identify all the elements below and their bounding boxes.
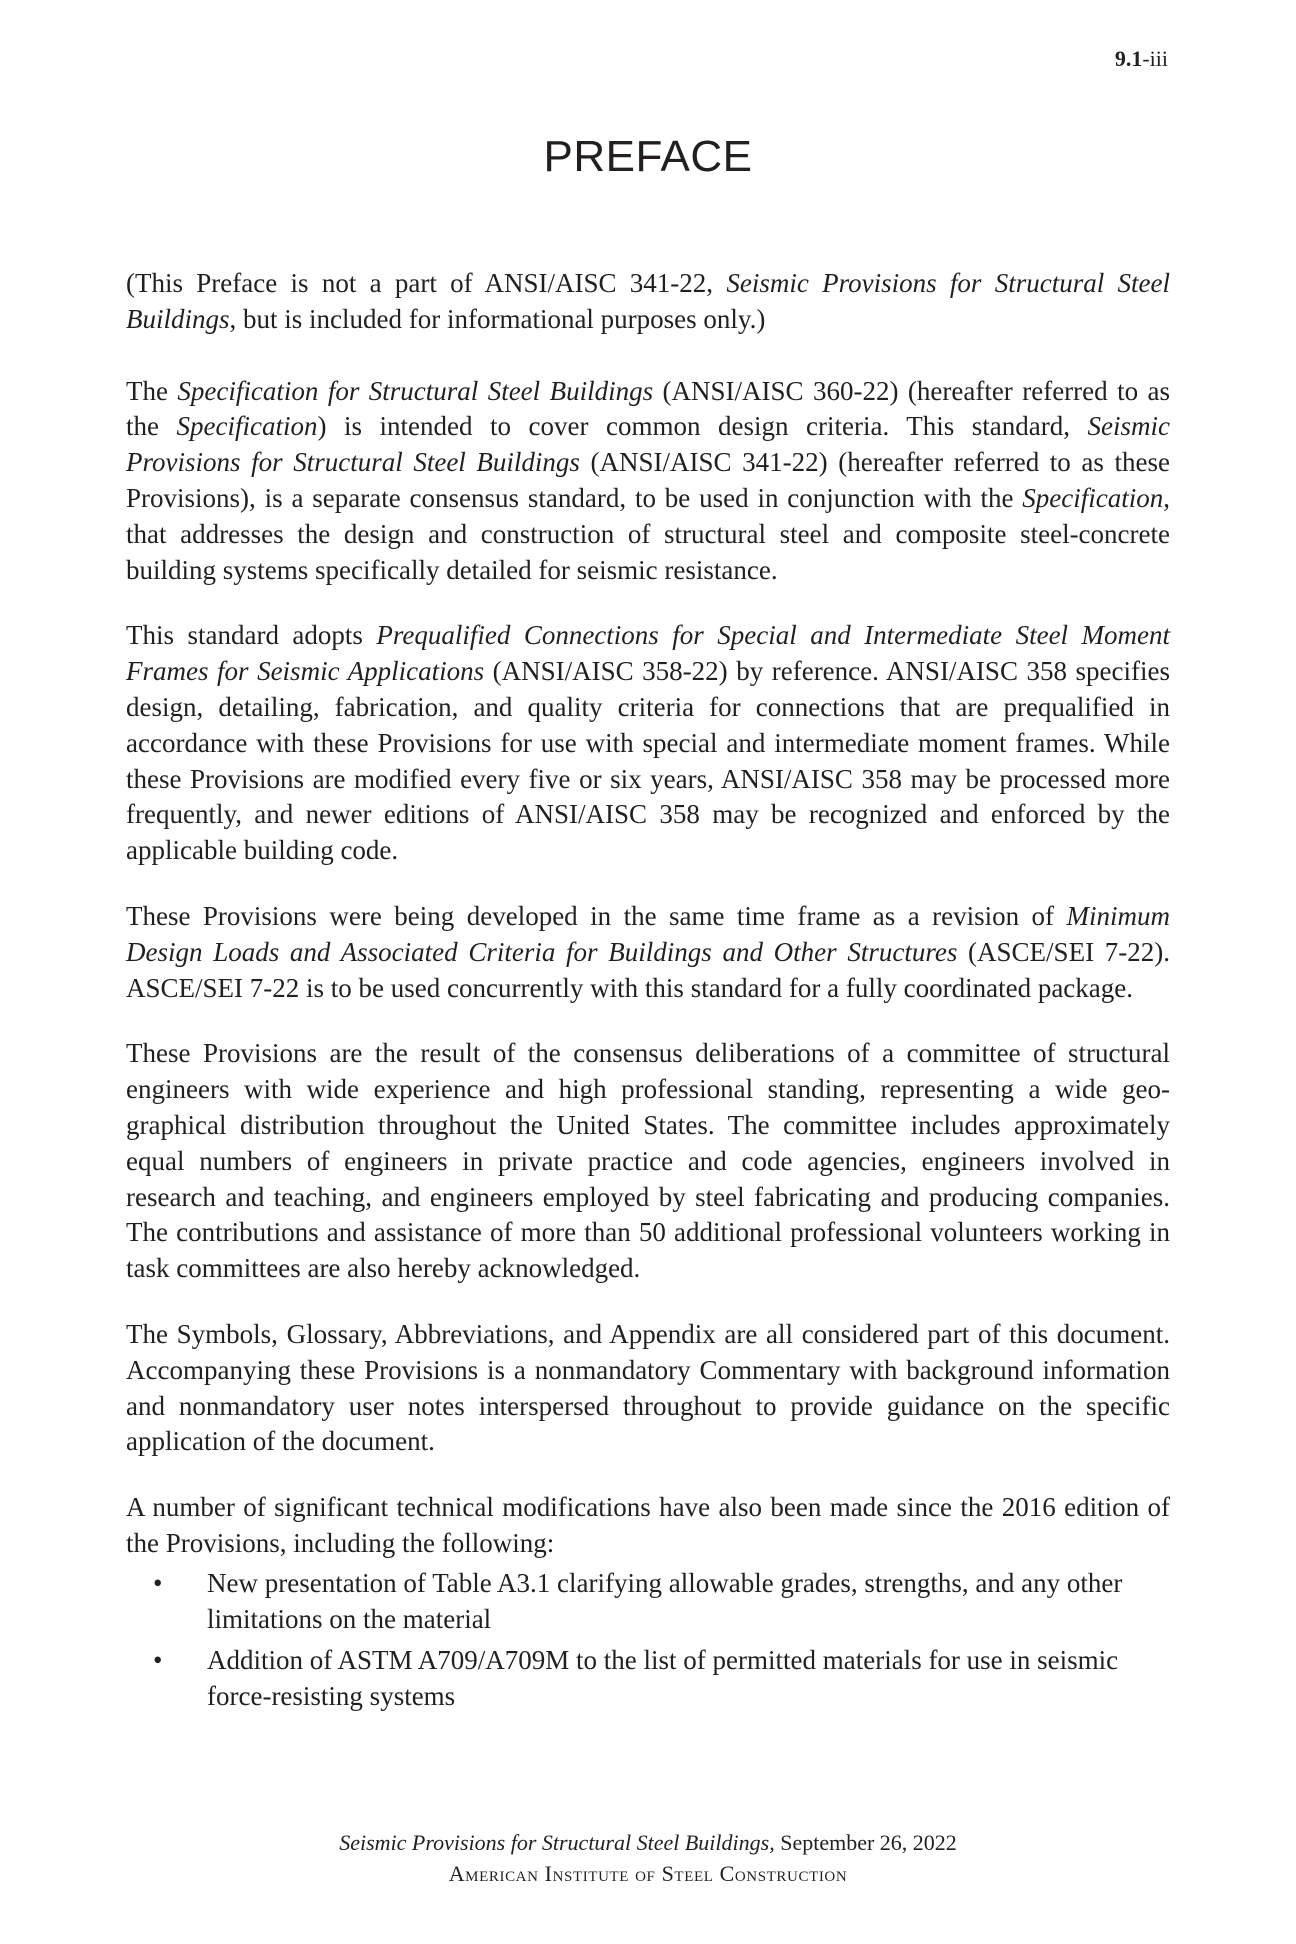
page-number-section: 9.1: [1114, 46, 1143, 71]
text: (ANSI/AISC 341-22) (hereafter referred to as these Provisions), is a separate consensus standard, to be used in conjunction with the: [126, 447, 1170, 513]
list-item-text: Addition of ASTM A709/A709M to the list of permitted materials for use in seismic force-resisting systems: [207, 1645, 1119, 1712]
page-footer: [0, 1827, 1296, 1889]
paragraph-disclaimer: [126, 266, 1170, 338]
text: These Provisions were being developed in the same time frame as a revision of: [126, 900, 1067, 931]
list-item: [126, 1566, 1170, 1638]
modifications-list: [126, 1566, 1170, 1715]
italic-title: Specification for Structural Steel Buildings: [177, 375, 654, 406]
bullet-icon: •: [153, 1645, 163, 1676]
italic-title: Seismic Provisions for Structural Steel Buildings: [126, 268, 1170, 334]
text: ) is intended to cover common design criteria. This standard,: [317, 411, 1088, 442]
text: The: [126, 375, 178, 406]
italic-title: Seismic Provisions for Structural Steel Buildings: [126, 411, 1170, 478]
text: (ANSI/AISC 358-22) by reference. ANSI/AISC 358 specifies design, detailing, fabrication, and quality criteria for connections that are prequalified in accordance with these Provisions for use with special and intermediate moment frames. While these Provisions are modified every five or six years, ANSI/AISC 358 may be processed more frequently, and newer editions of ANSI/AISC 358 may be recognized and enforced by the applicable building code.: [126, 656, 1170, 866]
footer-document-title: Seismic Provisions for Structural Steel Buildings,: [339, 1830, 775, 1855]
footer-organization: American Institute of Steel Construction: [448, 1861, 848, 1886]
footer-date: September 26, 2022: [774, 1830, 957, 1855]
page-number-roman: -iii: [1142, 46, 1168, 71]
italic-title: Specification: [176, 411, 318, 442]
text: , but is included for informational purposes only.): [229, 303, 766, 334]
text: This standard adopts: [126, 620, 377, 651]
text: (ANSI/AISC 360-22) (hereafter referred to as the: [126, 375, 1171, 442]
page-title: PREFACE: [543, 132, 753, 181]
preface-body: [126, 266, 1170, 1721]
bullet-icon: •: [153, 1567, 163, 1598]
text: , that addresses the design and construction of structural steel and composite steel-concrete building systems specifically detailed for seismic resistance.: [126, 482, 1170, 585]
paragraph-asce: [126, 899, 1170, 1006]
paragraph-prequalified: [126, 618, 1170, 869]
paragraph-modifications: A number of significant technical modifications have also been made since the 2016 edition of the Provisions, including the following:: [126, 1492, 1170, 1558]
paragraph-symbols: The Symbols, Glossary, Abbreviations, and Appendix are all considered part of this document. Accompanying these Provisions is a nonmandatory Commentary with background information and nonmandatory user notes interspersed throughout to provide guidance on the specific application of the document.: [126, 1318, 1170, 1457]
paragraph-specification: [126, 374, 1170, 589]
page-number: [1115, 46, 1168, 72]
paragraph-committee: These Provisions are the result of the consensus deliberations of a committee of structural engineers with wide experience and high professional standing, representing a wide geographical distribution throughout the United States. The committee includes approximately equal numbers of engineers in private practice and code agencies, engineers involved in research and teaching, and engineers employed by steel fabricating and producing companies. The contributions and assistance of more than 50 additional professional volunteers working in task committees are also hereby acknowledged.: [126, 1038, 1170, 1284]
text: (ASCE/SEI 7-22). ASCE/SEI 7-22 is to be used concurrently with this standard for a fully coordinated package.: [126, 936, 1170, 1003]
list-item-text: New presentation of Table A3.1 clarifying allowable grades, strengths, and any other limitations on the material: [207, 1567, 1123, 1634]
italic-title: Prequalified Connections for Special and Intermediate Steel Moment Frames for Seismic Applications: [126, 620, 1170, 687]
text: (This Preface is not a part of ANSI/AISC 341-22,: [126, 268, 727, 298]
list-item: [126, 1643, 1170, 1715]
footer-document-line: [0, 1827, 1296, 1858]
italic-title: Specification: [1022, 482, 1164, 513]
italic-title: Minimum Design Loads and Associated Criteria for Buildings and Other Structures: [126, 900, 1170, 967]
